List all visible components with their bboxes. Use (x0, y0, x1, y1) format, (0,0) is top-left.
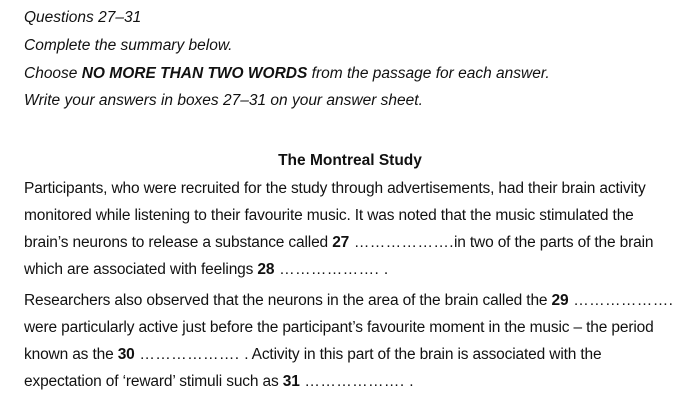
answer-blank-28: ………………. . (274, 261, 389, 278)
questions-heading: Questions 27–31 (24, 9, 142, 26)
p1-line-1: Participants, who were recruited for the study through advertisements, had their brain activity (24, 180, 646, 197)
instruction-write: Write your answers in boxes 27–31 on your answer sheet. (24, 92, 423, 109)
question-number-28: 28 (257, 261, 275, 278)
p2-line-4 (24, 373, 414, 391)
instruction-choose-prefix: Choose (24, 65, 82, 82)
instruction-choose-suffix: from the passage for each answer. (307, 65, 550, 82)
instruction-complete: Complete the summary below. (24, 37, 233, 54)
question-number-31: 31 (282, 373, 300, 390)
question-number-27: 27 (332, 234, 350, 251)
answer-blank-27: ………………. (349, 234, 454, 251)
summary-title: The Montreal Study (278, 152, 422, 169)
p2-line-1 (24, 292, 673, 310)
answer-blank-31: ………………. . (299, 373, 414, 390)
p2-line-3-post: . Activity in this part of the brain is associated with the (244, 346, 602, 363)
p2-line-2: were particularly active just before the participant’s favourite moment in the music – the period (24, 319, 654, 336)
p1-line-4-text: which are associated with feelings (24, 261, 258, 278)
p2-line-4-text: expectation of ‘reward’ stimuli such as (24, 373, 283, 390)
p1-line-3 (24, 234, 653, 252)
question-number-29: 29 (551, 292, 569, 309)
answer-blank-29: ………………. (568, 292, 674, 309)
word-limit: NO MORE THAN TWO WORDS (81, 65, 308, 82)
p2-line-3 (24, 346, 602, 364)
answer-blank-30: ………………. (134, 346, 245, 363)
p1-line-3-text: brain’s neurons to release a substance called (24, 234, 333, 251)
p1-line-4 (24, 261, 389, 279)
p2-line-1-text: Researchers also observed that the neurons in the area of the brain called the (24, 292, 552, 309)
p1-line-2: monitored while listening to their favourite music. It was noted that the music stimulated the (24, 207, 634, 224)
p2-line-3-text: known as the (24, 346, 118, 363)
instruction-choose (24, 65, 550, 83)
question-number-30: 30 (117, 346, 135, 363)
p1-line-3-post: in two of the parts of the brain (453, 234, 654, 251)
